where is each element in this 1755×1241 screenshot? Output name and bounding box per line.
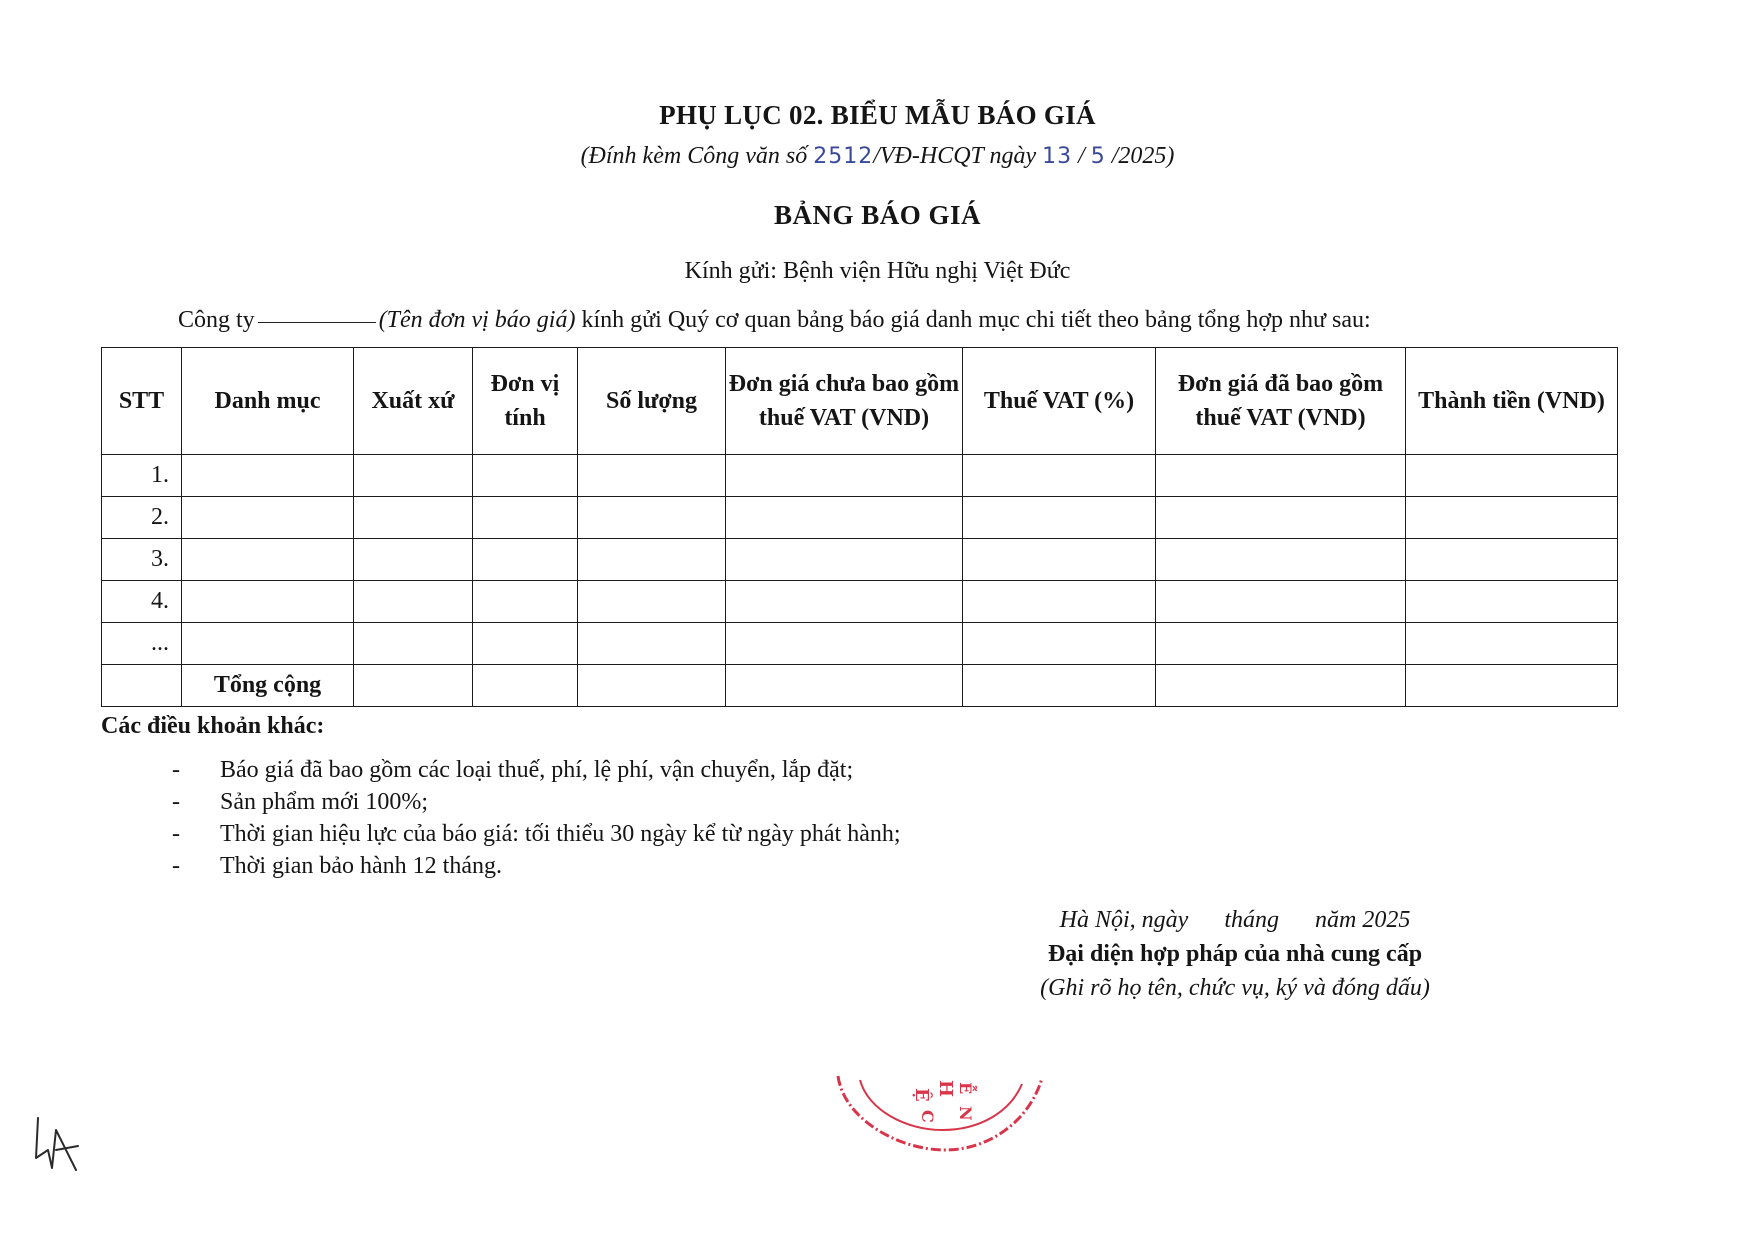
- date-separator: /: [1072, 143, 1091, 169]
- table-cell: [1156, 581, 1406, 623]
- terms-list: [172, 754, 901, 882]
- table-row: [102, 539, 1618, 581]
- svg-text:Ệ: Ệ: [911, 1088, 932, 1102]
- table-cell: [578, 497, 726, 539]
- table-cell: [1406, 497, 1618, 539]
- table-row: [102, 497, 1618, 539]
- table-row: [102, 455, 1618, 497]
- row-number: ...: [102, 623, 182, 665]
- table-cell: [354, 581, 473, 623]
- table-cell: [1406, 665, 1618, 707]
- table-cell: [182, 539, 354, 581]
- quote-table: [101, 347, 1618, 707]
- header-quantity: Số lượng: [578, 348, 726, 455]
- table-cell: [473, 497, 578, 539]
- term-bullet: -: [172, 821, 180, 847]
- svg-text:N: N: [956, 1106, 975, 1121]
- table-cell: [726, 497, 963, 539]
- table-cell: [726, 455, 963, 497]
- term-bullet: -: [172, 757, 180, 783]
- term-text: Thời gian hiệu lực của báo giá: tối thiểu 30 ngày kể từ ngày phát hành;: [220, 821, 901, 847]
- recipient-line: Kính gửi: Bệnh viện Hữu nghị Việt Đức: [684, 258, 1071, 284]
- term-item: [172, 850, 901, 882]
- term-bullet: -: [172, 789, 180, 815]
- handwritten-doc-number: 2512: [813, 144, 874, 169]
- table-cell: [963, 665, 1156, 707]
- term-text: Báo giá đã bao gồm các loại thuế, phí, lệ phí, vận chuyển, lắp đặt;: [220, 757, 854, 783]
- table-cell: [1156, 665, 1406, 707]
- table-cell: [473, 581, 578, 623]
- header-origin: Xuất xứ: [354, 348, 473, 455]
- table-cell: [102, 665, 182, 707]
- table-cell: [182, 455, 354, 497]
- svg-text:C: C: [918, 1110, 937, 1123]
- table-header-row: [102, 348, 1618, 455]
- total-label: Tổng cộng: [182, 665, 354, 707]
- signature-date-line: Hà Nội, ngày tháng năm 2025: [1059, 907, 1411, 933]
- table-cell: [726, 665, 963, 707]
- header-vat: Thuế VAT (%): [963, 348, 1156, 455]
- header-stt: STT: [102, 348, 182, 455]
- header-price-excl-vat: Đơn giá chưa bao gồm thuế VAT (VND): [726, 348, 963, 455]
- svg-text:Ễ: Ễ: [956, 1082, 975, 1095]
- handwritten-month: 5: [1090, 144, 1106, 169]
- table-cell: [1406, 623, 1618, 665]
- header-price-incl-vat: Đơn giá đã bao gồm thuế VAT (VND): [1156, 348, 1406, 455]
- table-cell: [354, 539, 473, 581]
- table-cell: [1406, 455, 1618, 497]
- table-row: [102, 623, 1618, 665]
- table-cell: [963, 581, 1156, 623]
- appendix-title: PHỤ LỤC 02. BIỂU MẪU BÁO GIÁ: [659, 100, 1096, 130]
- table-cell: [1406, 581, 1618, 623]
- table-cell: [182, 623, 354, 665]
- table-cell: [354, 665, 473, 707]
- term-item: [172, 786, 901, 818]
- table-cell: [1156, 455, 1406, 497]
- table-cell: [726, 581, 963, 623]
- intro-paragraph: [178, 307, 1371, 334]
- header-item: Danh mục: [182, 348, 354, 455]
- table-cell: [963, 539, 1156, 581]
- table-cell: [726, 539, 963, 581]
- row-number: 1.: [102, 455, 182, 497]
- intro-text: kính gửi Quý cơ quan bảng báo giá danh mục chi tiết theo bảng tổng hợp như sau:: [575, 307, 1371, 333]
- table-cell: [578, 581, 726, 623]
- red-stamp-fragment: [830, 1058, 1050, 1158]
- table-cell: [182, 581, 354, 623]
- svg-text:H: H: [935, 1080, 956, 1098]
- company-placeholder: (Tên đơn vị báo giá): [378, 307, 576, 333]
- term-bullet: -: [172, 853, 180, 879]
- table-cell: [578, 539, 726, 581]
- row-number: 4.: [102, 581, 182, 623]
- total-row: [102, 665, 1618, 707]
- table-cell: [1156, 497, 1406, 539]
- attachment-doc-suffix: /VĐ-HCQT ngày: [873, 143, 1043, 169]
- table-cell: [354, 455, 473, 497]
- table-cell: [473, 623, 578, 665]
- term-text: Thời gian bảo hành 12 tháng.: [220, 853, 502, 879]
- intro-prefix: Công ty: [178, 307, 255, 333]
- company-name-blank: [258, 322, 376, 323]
- term-item: [172, 818, 901, 850]
- attachment-year: /2025): [1105, 143, 1175, 169]
- term-item: [172, 754, 901, 786]
- row-number: 2.: [102, 497, 182, 539]
- attachment-prefix: (Đính kèm Công văn số: [580, 143, 814, 169]
- table-cell: [726, 623, 963, 665]
- table-cell: [578, 623, 726, 665]
- table-cell: [578, 455, 726, 497]
- table-cell: [473, 455, 578, 497]
- header-amount: Thành tiền (VND): [1406, 348, 1618, 455]
- table-cell: [963, 497, 1156, 539]
- handwritten-day: 13: [1042, 144, 1073, 169]
- table-cell: [182, 497, 354, 539]
- signature-note: (Ghi rõ họ tên, chức vụ, ký và đóng dấu): [1040, 975, 1430, 1001]
- table-cell: [1406, 539, 1618, 581]
- table-cell: [473, 665, 578, 707]
- table-row: [102, 581, 1618, 623]
- handwritten-initials: [26, 1110, 86, 1180]
- table-cell: [473, 539, 578, 581]
- row-number: 3.: [102, 539, 182, 581]
- attachment-reference: [0, 143, 1755, 170]
- terms-heading: Các điều khoản khác:: [101, 713, 325, 739]
- table-cell: [1156, 539, 1406, 581]
- table-cell: [963, 455, 1156, 497]
- table-cell: [578, 665, 726, 707]
- table-cell: [354, 497, 473, 539]
- table-cell: [963, 623, 1156, 665]
- table-cell: [354, 623, 473, 665]
- table-cell: [1156, 623, 1406, 665]
- signature-title: Đại diện hợp pháp của nhà cung cấp: [1047, 941, 1423, 967]
- header-unit: Đơn vị tính: [473, 348, 578, 455]
- term-text: Sản phẩm mới 100%;: [220, 789, 429, 815]
- sheet-title: BẢNG BÁO GIÁ: [773, 200, 982, 230]
- signature-block: [1005, 903, 1465, 1005]
